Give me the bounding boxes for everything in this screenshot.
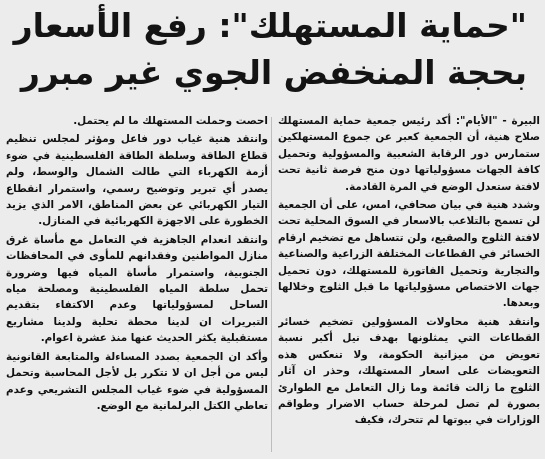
headline-line-2: بحجة المنخفض الجوي غير مبرر bbox=[20, 53, 527, 92]
paragraph: وانتقد انعدام الجاهزية في التعامل مع مأساة غرق منازل المواطنين وفقدانهم للمأوى في المحافظات الجنوبية، واستمرار مأساة المياه فيها وضرورة تحمل سلطة المياه الفلسطينية ومصلحة مياه الساحل لمسؤولياتها وعدم الاكتفاء بتقديم التبريرات ان لدينا محطة تحلية ولدينا مشاريع مستقبلية يكثر الحديث عنها منذ عشرة اعوام. bbox=[6, 233, 268, 345]
headline-line-1: "حماية المستهلك": رفع الأسعار bbox=[13, 6, 527, 45]
article-headline bbox=[13, 4, 527, 95]
left-column bbox=[6, 113, 268, 456]
right-column bbox=[278, 113, 540, 456]
article-body bbox=[3, 113, 540, 456]
paragraph: البيرة - "الأيام": أكد رئيس جمعية حماية المستهلك صلاح هنية، أن الجمعية كعبر عن جموع المستهلكين ستمارس دور الرقابة الشعبية والمسؤولية وتحميل كافة الجهات مسؤولياتها دون منح فرصة ثانية تحت لافتة ستعدل الوضع في المرة القادمة. bbox=[278, 115, 540, 193]
paragraph: وأكد ان الجمعية بصدد المساءلة والمتابعة القانونية ليس من أجل ان لا تتكرر بل لأجل المحاسبة وتحمل المسؤولية في ضوء غياب المجلس التشريعي وعدم تعاطي الكتل البرلمانية مع الوضع. bbox=[6, 350, 268, 412]
paragraph: احصت وحملت المستهلك ما لم يحتمل. bbox=[73, 115, 268, 127]
paragraph: وانتقد هنية غياب دور فاعل ومؤثر لمجلس تنظيم قطاع الطاقة وسلطة الطاقة الفلسطينية في ضوء أزمة الكهرباء التي طالت الشمال والوسط، ولم يصدر أي تبرير وتوضيح رسمي، واستمرار انقطاع التيار الكهربائي عن بعض المناطق، الامر الذي يزيد الخطورة على الاجهزة الكهربائية في المنازل. bbox=[6, 133, 268, 228]
paragraph: وانتقد هنية محاولات المسؤولين تضخيم خسائر القطاعات التي يمثلونها بهدف نيل أكبر نسبة تعويض من ميزانية الحكومة، ولا تنعكس هذه التعويضات على اسعار المستهلك، وحذر ان آثار الثلوج ما زالت قائمة وما زال التعامل مع الطوارئ بصورة لم تصل لمرحلة حساب الاضرار وطواقم الوزارات في بيوتها لم تتحرك، فكيف bbox=[278, 315, 540, 427]
paragraph: وشدد هنية في بيان صحافي، امس، على أن الجمعية لن تسمح بالتلاعب بالاسعار في السوق المحلية تحت لافتة الثلوج والصقيع، ولن تتساهل مع تضخيم ارقام الخسائر في القطاعات المختلفة الزراعية والصناعية والتجارية وتحميل الفاتورة للمستهلك، دون تحميل جهات الاختصاص مسؤولياتها ما قبل الثلوج وخلالها وبعدها. bbox=[278, 199, 540, 310]
